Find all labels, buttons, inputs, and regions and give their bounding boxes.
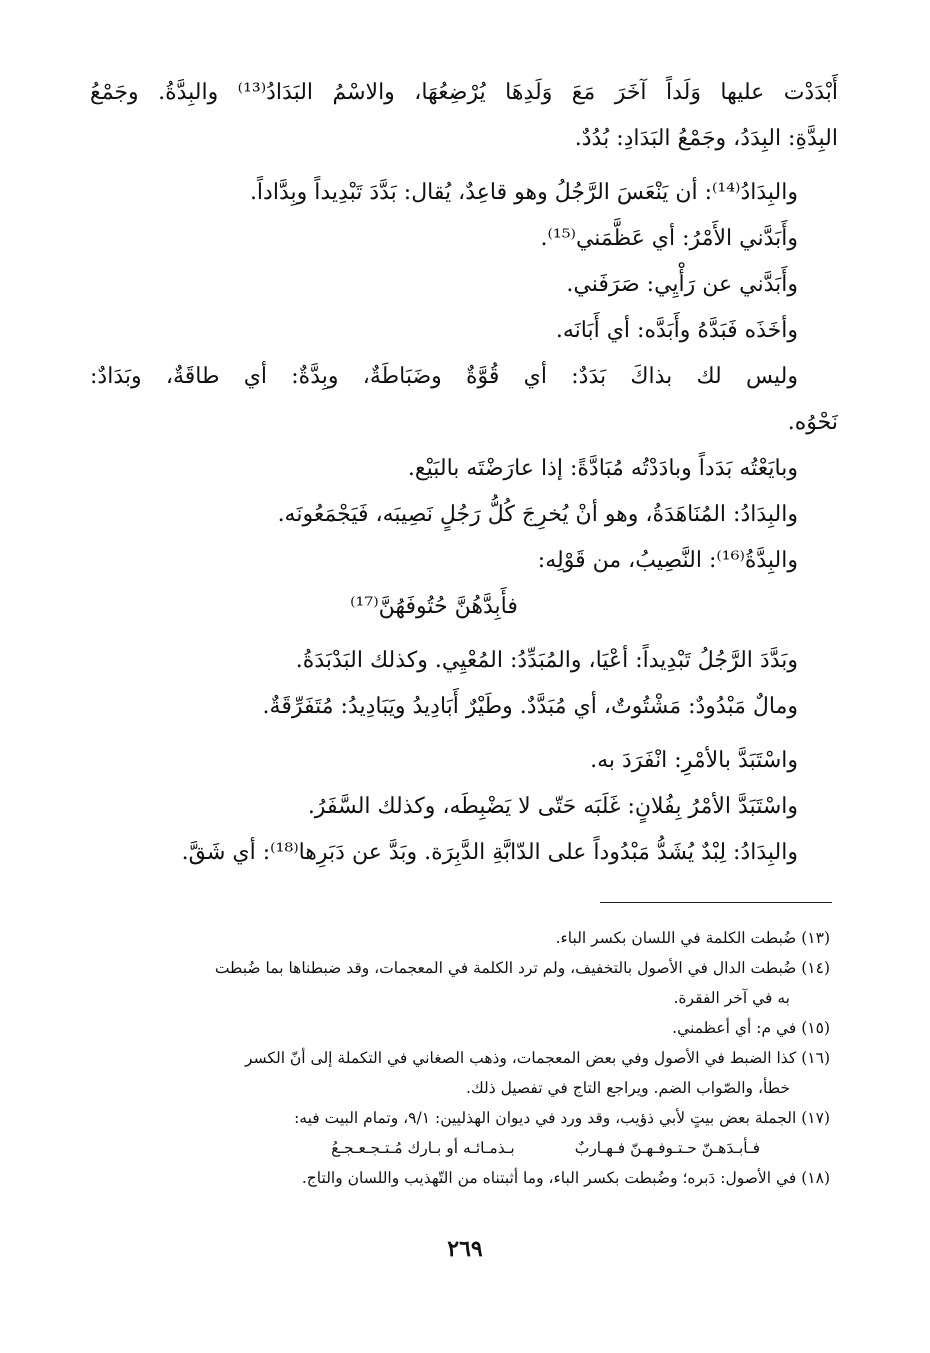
text-line-12: وبَدَّدَ الرَّجُلُ تَبْدِيداً: أعْيَا، والمُبَدِّدُ: المُعْيِي. وكذلك البَدْبَدَةُ. [295,648,798,673]
text-line-13: ومالٌ مَبْدُودٌ: مَشْتُوتٌ، أي مُبَدَّدٌ. وطَيْرٌ أَبَادِيدُ ويَبَادِيدُ: مُتَفَرِّقَةٌ. [262,694,798,719]
verse-first-hemistich: فـأبـدَهـنّ حـتـوفـهـنّ فـهـاربٌ [574,1139,760,1157]
footnote-15-text: (١٥) في م: أي أعظمني. [672,1019,830,1037]
text-line-10: والبِدَادُ: المُنَاهَدَةُ، وهو أنْ يُخرِجَ كُلُّ رَجُلٍ نَصِيبَه، فَيَجْمَعُونَه. [277,502,798,527]
text-line-6: وأخَذَه فَبَدَّهُ وأَبَدَّه: أي أَبَانَه. [555,318,798,343]
footnote-13 [100,923,830,953]
main-text [90,70,838,876]
footnote-15 [100,1013,830,1043]
footnote-16-continuation: خطأ، والصّواب الضم. ويراجع التاج في تفصيل ذلك. [466,1079,790,1097]
footnote-14-text: (١٤) ضُبطت الدال في الأصول بالتخفيف، ولم ترد الكلمة في المعجمات، وقد ضبطناها بما ضُبطت [214,959,830,977]
footnote-16-text: (١٦) كذا الضبط في الأصول وفي بعض المعجمات، وذهب الصغاني في التكملة إلى أنّ الكسر [245,1049,830,1067]
text-line-16: والبِدَادُ: لِبْدٌ يُشَدُّ مَبْدُوداً على الدّابَّةِ الدَّبِرَة. وبَدَّ عن دَبَرِها⁽¹⁸⁾: أي شَقَّ. [181,840,798,865]
text-line-5: وأَبَدَّني عن رَأْيِي: صَرَفَني. [566,272,798,297]
footnote-16 [100,1043,830,1103]
verse-second-hemistich: بـذمـائـه أو بـارك مُـتـجـعـجـعُ [331,1139,515,1157]
footnote-14-continuation: به في آخر الفقرة. [673,989,790,1007]
footnote-17 [100,1103,830,1133]
text-line-7: وليس لك بذاكَ بَدَدٌ: أي قُوَّةٌ وضَبَاطَةٌ، وبِدَّةٌ: أي طاقَةٌ، وبَدَادٌ: [90,364,798,389]
footnote-17-verse [100,1133,830,1163]
text-line-8: نَحْوُه. [787,410,838,435]
text-line-1: أَبْدَدْت عليها وَلَداً آخَرَ مَعَ وَلَدِهَا يُرْضِعُهَا، والاسْمُ البَدَادُ⁽¹³⁾ والبِدَّةُ. وجَمْعُ [90,80,838,105]
text-line-4: وأَبَدَّني الأَمْرُ: أي عَظَّمَني⁽¹⁵⁾. [540,226,798,251]
footnote-13-text: (١٣) ضُبطت الكلمة في اللسان بكسر الباء. [555,929,830,947]
text-line-14: واسْتَبَدَّ بالأمْرِ: انْفَرَدَ به. [590,748,798,773]
verse-line: فأَبِدَّهُنَّ حُتُوفَهُنَّ⁽¹⁷⁾ [350,594,518,619]
footnotes [100,923,830,1193]
footnote-17-text: (١٧) الجملة بعض بيتٍ لأبي ذؤيب، وقد ورد في ديوان الهذليين: ٩/١، وتمام البيت فيه: [294,1109,830,1127]
footnote-divider [600,902,832,903]
text-line-9: وبايَعْتُه بَدَداً وبادَدْتُه مُبَادَّةً: إذا عارَضْتَه بالبَيْع. [407,456,798,481]
footnote-18-text: (١٨) في الأصول: دَبره؛ وضُبطت بكسر الباء، وما أثبتناه من التّهذيب واللسان والتاج. [301,1169,830,1187]
footnote-14 [100,953,830,1013]
text-line-3: والبِدَادُ⁽¹⁴⁾: أن يَنْعَسَ الرَّجُلُ وهو قاعِدٌ، يُقال: بَدَّدَ تَبْدِيداً وبِدَّاداً. [249,180,798,205]
page-number: ٢٦٩ [447,1236,483,1262]
text-line-15: واسْتَبَدَّ الأمْرُ بِفُلانٍ: غَلَبَه حَتّى لا يَضْبِطَه، وكذلك السَّفَرُ. [307,794,798,819]
footnote-18 [100,1163,830,1193]
text-line-11: والبِدَّةُ⁽¹⁶⁾: النَّصِيبُ، من قَوْلِه: [537,548,798,573]
text-line-2: البِدَّةِ: البِدَدُ، وجَمْعُ البَدَادِ: بُدُدٌ. [574,126,838,151]
